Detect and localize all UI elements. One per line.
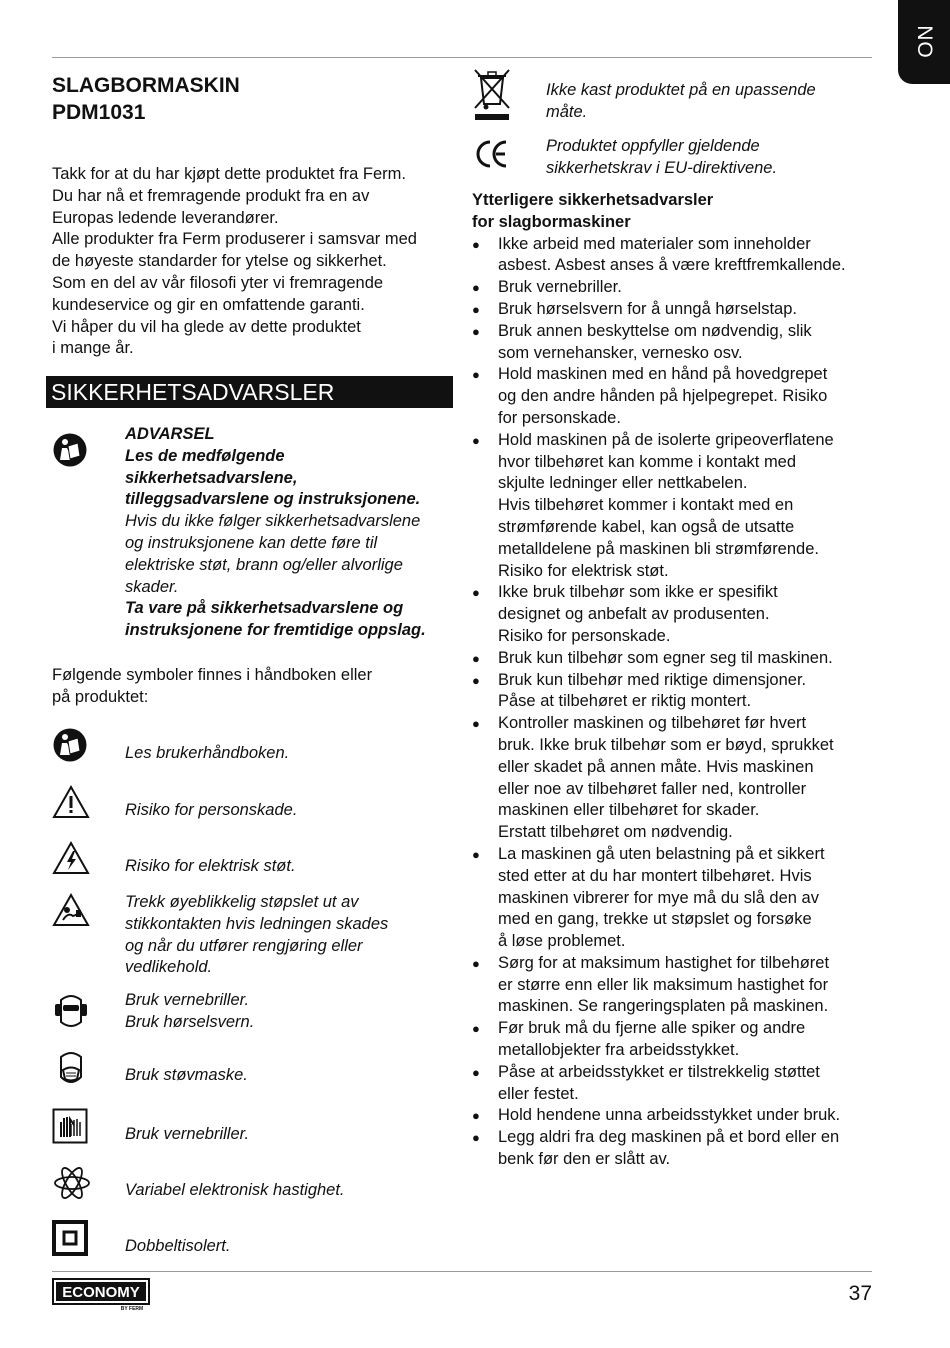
intro-line: i mange år. (52, 339, 134, 358)
intro-line: Som en del av vår filosofi yter vi fremragende (52, 273, 384, 292)
symbol-row (472, 126, 882, 184)
symbol-label-line: stikkontakten hvis ledningen skades (125, 914, 389, 933)
symbol-label-line: Trekk øyeblikkelig støpslet ut av (125, 893, 359, 911)
safety-bullet-line: La maskinen gå uten belastning på et sikkert (498, 844, 825, 863)
symbols-intro-line: på produktet: (52, 687, 149, 706)
symbol-label: Les brukerhåndboken. (125, 744, 290, 762)
safety-bullet-line: Risiko for personskade. (498, 626, 671, 645)
safety-bullet-line: Påse at arbeidsstykket er tilstrekkelig støttet (498, 1062, 820, 1081)
symbol-label: Variabel elektronisk hastighet. (125, 1181, 345, 1199)
symbol-label (125, 990, 455, 1034)
intro-line: de høyeste standarder for ytelse og sikkerhet. (52, 252, 387, 271)
safety-bullet (472, 713, 882, 844)
safety-bullet-line: metallobjekter fra arbeidsstykket. (498, 1041, 740, 1060)
safety-bullet-line: maskinen. Se rangeringsplaten på maskinen. (498, 997, 829, 1016)
symbol-label (125, 892, 455, 979)
safety-bullet-line: Bruk kun tilbehør med riktige dimensjoner. (498, 670, 807, 689)
safety-bullet (472, 321, 882, 365)
safety-bullet (472, 234, 882, 278)
safety-bullet-line: Hold hendene unna arbeidsstykket under bruk. (498, 1106, 841, 1125)
bottom-divider (52, 1271, 872, 1272)
symbol-label-line: Produktet oppfyller gjeldende (546, 137, 760, 155)
safety-bullet (472, 1018, 882, 1062)
intro-line: Du har nå et fremragende produkt fra en av (52, 186, 370, 205)
symbol-label: Bruk støvmaske. (125, 1066, 248, 1084)
safety-bullet (472, 1062, 882, 1106)
symbol-label-line: Ikke kast produktet på en upassende (546, 81, 816, 99)
safety-bullet-line: maskinen vibrerer for mye må du slå den av (498, 888, 819, 907)
safety-bullet-line: eller skadet på annen måte. Hvis maskinen (498, 757, 814, 776)
warning-line: instruksjonene for fremtidige oppslag. (125, 621, 426, 640)
symbol-label: Risiko for personskade. (125, 801, 298, 819)
product-title (52, 72, 457, 126)
warning-line: og instruksjonene kan dette føre til (125, 533, 378, 552)
safety-bullet-line: med en gang, trekke ut støpslet og forsøke (498, 910, 812, 929)
safety-bullet-line: Bruk hørselsvern for å unngå hørselstap. (498, 299, 797, 318)
warning-line: Ta vare på sikkerhetsadvarslene og (125, 599, 404, 618)
logo-word: ECONOMY (62, 1284, 140, 1301)
safety-bullet-line: Risiko for elektrisk støt. (498, 561, 669, 580)
safety-bullet-line: Før bruk må du fjerne alle spiker og andre (498, 1019, 806, 1038)
intro-line: kundeservice og gir en omfattende garanti. (52, 295, 365, 314)
safety-bullet-line: skjulte ledninger eller nettkabelen. (498, 474, 748, 493)
safety-bullet (472, 953, 882, 1018)
logo-sub: BY FERM (120, 1306, 144, 1312)
safety-bullet-line: Hold maskinen med en hånd på hovedgrepet (498, 365, 828, 384)
warning-block (52, 424, 457, 642)
safety-bullet-line: for personskade. (498, 408, 621, 427)
warning-triangle-icon (52, 784, 88, 820)
safety-bullet (472, 299, 882, 321)
symbol-row (472, 68, 882, 126)
double-insulated-icon (52, 1220, 88, 1256)
warning-line: tilleggsadvarslene og instruksjonene. (125, 490, 421, 509)
heading-line: for slagbormaskiner (472, 212, 631, 231)
safety-bullet-line: benk før den er slått av. (498, 1150, 671, 1169)
intro-text (52, 164, 457, 360)
symbol-label: Dobbeltisolert. (125, 1237, 231, 1255)
safety-bullet (472, 1105, 882, 1127)
safety-bullet-line: Kontroller maskinen og tilbehøret før hvert (498, 714, 807, 733)
symbol-label-line: Bruk hørselsvern. (125, 1012, 255, 1031)
safety-bullet-line: Bruk annen beskyttelse om nødvendig, slik (498, 321, 812, 340)
safety-bullet-line: Ikke arbeid med materialer som inneholder (498, 234, 811, 253)
goggles-earmuffs-icon (52, 992, 88, 1028)
safety-bullet-line: strømførende kabel, kan også de utsatte (498, 517, 795, 536)
safety-bullet-line: metalldelene på maskinen bli strømførende. (498, 539, 819, 558)
electric-shock-icon (52, 840, 88, 876)
warning-line: Hvis du ikke følger sikkerhetsadvarslene (125, 512, 421, 531)
economy-logo (52, 1276, 152, 1312)
safety-bullet-line: bruk. Ikke bruk tilbehør som er bøyd, sprukket (498, 735, 834, 754)
safety-bullet-line: Erstatt tilbehøret om nødvendig. (498, 823, 733, 842)
intro-line: Vi håper du vil ha glede av dette produktet (52, 317, 361, 336)
gloves-icon (52, 1108, 88, 1144)
symbol-label: Risiko for elektrisk støt. (125, 857, 296, 875)
safety-bullet-line: Hold maskinen på de isolerte gripeoverflatene (498, 430, 834, 449)
product-title-line: SLAGBORMASKIN (52, 74, 240, 97)
safety-bullet-line: Bruk vernebriller. (498, 278, 622, 297)
manual-icon (52, 432, 88, 473)
symbol-label (546, 136, 876, 180)
safety-bullet-list (472, 234, 882, 1171)
symbol-label-line: og når du utfører rengjøring eller (125, 936, 363, 955)
safety-bullet-line: asbest. Asbest anses å være kreftfremkallende. (498, 256, 846, 275)
safety-bullet-line: og den andre hånden på hjelpegrepet. Risiko (498, 387, 828, 406)
safety-bullet (472, 277, 882, 299)
intro-line: Europas ledende leverandører. (52, 208, 279, 227)
warning-line: skader. (125, 577, 179, 596)
safety-bullet-line: er større enn eller lik maksimum hastighet for (498, 975, 829, 994)
warning-line: Les de medfølgende (125, 446, 285, 465)
symbol-label-line: måte. (546, 102, 588, 121)
page-number: 37 (848, 1282, 872, 1305)
left-column (51, 72, 457, 1255)
safety-bullet-line: Ikke bruk tilbehør som ikke er spesifikt (498, 583, 778, 602)
speed-atom-icon (52, 1164, 88, 1200)
intro-line: Alle produkter fra Ferm produserer i samsvar med (52, 230, 417, 249)
additional-warnings-heading (472, 190, 882, 234)
safety-bullet-line: Legg aldri fra deg maskinen på et bord eller en (498, 1128, 840, 1147)
symbol-label (546, 80, 876, 124)
safety-bullet-line: designet og anbefalt av produsenten. (498, 605, 770, 624)
language-tab (898, 0, 950, 84)
right-column (472, 68, 882, 1171)
warning-title: ADVARSEL (125, 425, 215, 443)
safety-bullet-line: eller festet. (498, 1084, 579, 1103)
heading-line: Ytterligere sikkerhetsadvarsler (472, 191, 714, 209)
warning-line: sikkerhetsadvarslene, (125, 468, 298, 487)
safety-bullet (472, 844, 882, 953)
product-model: PDM1031 (52, 101, 146, 124)
safety-bullet-line: Hvis tilbehøret kommer i kontakt med en (498, 496, 794, 515)
language-code: NO (913, 25, 936, 59)
safety-bullet (472, 670, 882, 714)
warning-line: elektriske støt, brann og/eller alvorlige (125, 555, 403, 574)
safety-bullet-line: maskinen eller tilbehøret for skader. (498, 801, 760, 820)
symbol-label-line: vedlikehold. (125, 958, 213, 977)
safety-bullet (472, 364, 882, 429)
safety-bullet-line: hvor tilbehøret kan komme i kontakt med (498, 452, 797, 471)
symbols-intro (52, 665, 452, 709)
safety-bullet (472, 1127, 882, 1171)
symbols-intro-line: Følgende symboler finnes i håndboken eller (52, 666, 373, 684)
safety-bullet-line: eller noe av tilbehøret faller ned, kontroller (498, 779, 807, 798)
ce-mark-icon (472, 136, 512, 192)
weee-bin-icon (472, 68, 512, 124)
safety-bullet (472, 430, 882, 583)
safety-bullet-line: Påse at tilbehøret er riktig montert. (498, 692, 752, 711)
safety-bullet-line: Sørg for at maksimum hastighet for tilbehøret (498, 953, 830, 972)
symbol-label: Bruk vernebriller. (125, 1125, 250, 1143)
safety-bullet-line: som vernehansker, vernesko osv. (498, 343, 743, 362)
symbol-label-line: Bruk vernebriller. (125, 991, 250, 1009)
dust-mask-icon (52, 1049, 88, 1085)
unplug-icon (52, 892, 88, 928)
intro-line: Takk for at du har kjøpt dette produktet fra Ferm. (52, 165, 406, 183)
safety-bullet (472, 648, 882, 670)
safety-bullet (472, 582, 882, 647)
section-heading: SIKKERHETSADVARSLER (46, 376, 453, 408)
safety-bullet-line: å løse problemet. (498, 932, 626, 951)
top-divider (52, 57, 872, 58)
manual-icon (52, 727, 88, 763)
safety-bullet-line: Bruk kun tilbehør som egner seg til maskinen. (498, 648, 833, 667)
symbol-label-line: sikkerhetskrav i EU-direktivene. (546, 158, 778, 177)
safety-bullet-line: sted etter at du har montert tilbehøret. Hvis (498, 866, 812, 885)
